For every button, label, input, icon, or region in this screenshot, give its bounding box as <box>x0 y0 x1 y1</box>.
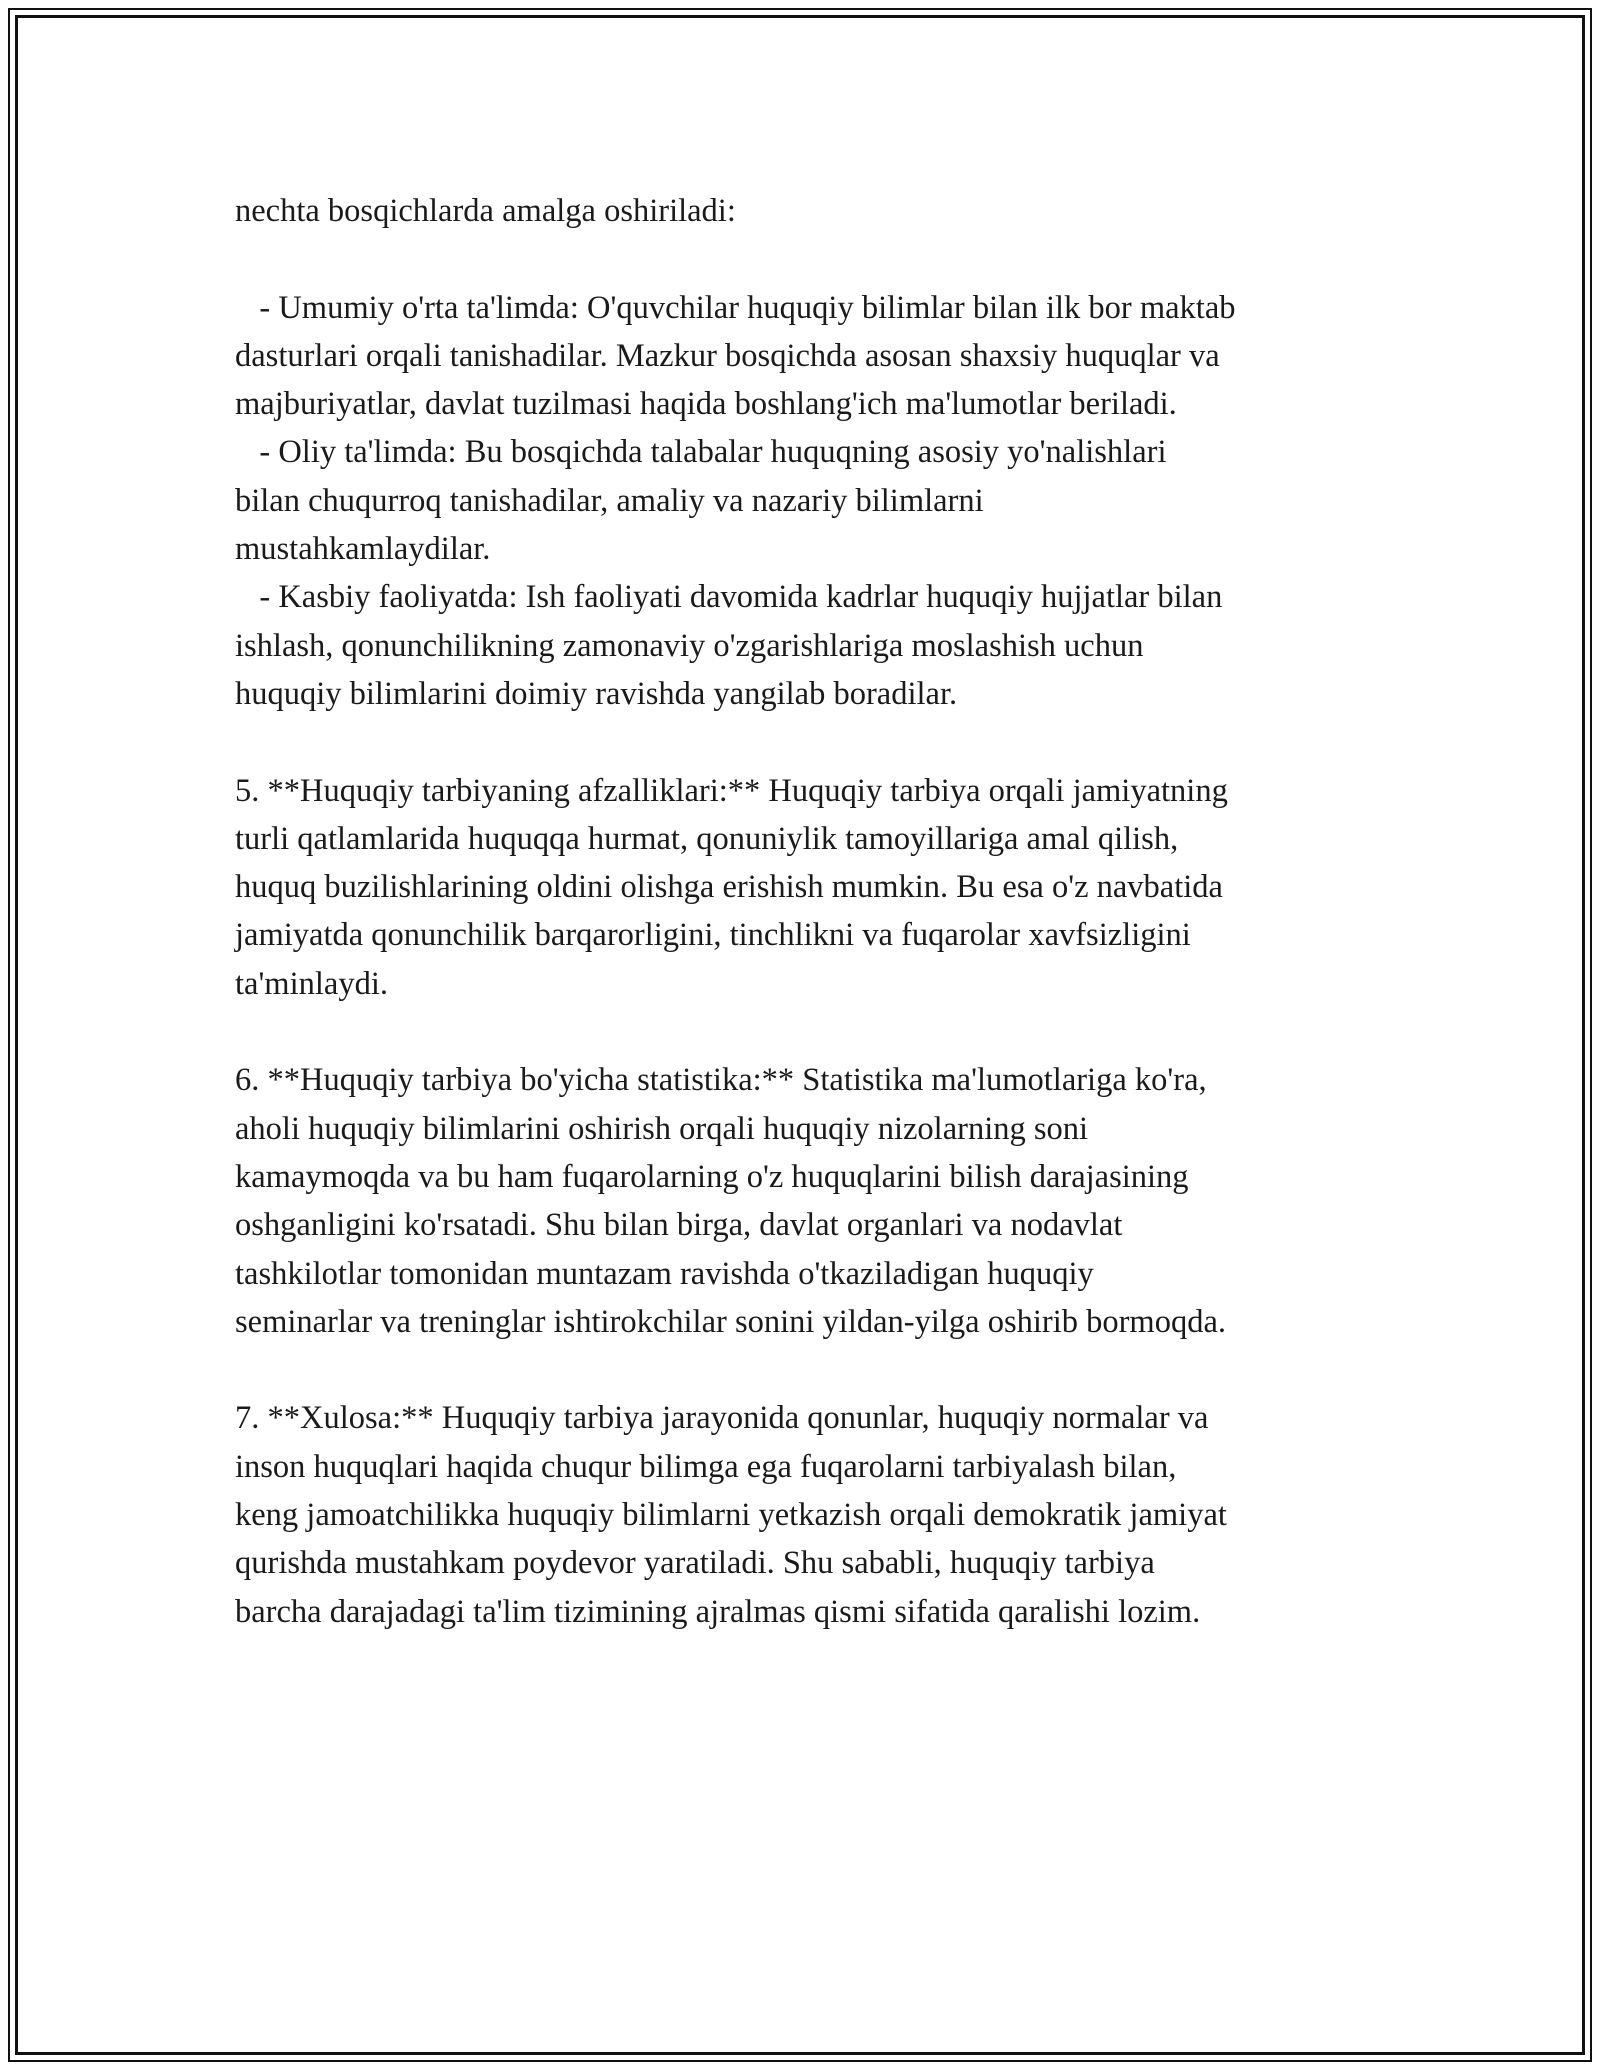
text-line: qurishda mustahkam poydevor yaratiladi. Shu sababli, huquqiy tarbiya <box>235 1545 1155 1582</box>
text-line: aholi huquqiy bilimlarini oshirish orqali huquqiy nizolarning soni <box>235 1110 1089 1147</box>
text-line: huquqiy bilimlarini doimiy ravishda yangilab boradilar. <box>235 675 958 712</box>
text-line: oshganligini ko'rsatadi. Shu bilan birga, davlat organlari va nodavlat <box>235 1207 1123 1244</box>
text-line: inson huquqlari haqida chuqur bilimga ega fuqarolarni tarbiyalash bilan, <box>235 1448 1177 1485</box>
text-line: mustahkamlaydilar. <box>235 531 491 568</box>
text-line: turli qatlamlarida huquqqa hurmat, qonuniylik tamoyillariga amal qilish, <box>235 820 1179 857</box>
text-line: 7. **Xulosa:** Huquqiy tarbiya jarayonida qonunlar, huquqiy normalar va <box>235 1400 1209 1437</box>
text-line: tashkilotlar tomonidan muntazam ravishda o'tkaziladigan huquqiy <box>235 1255 1094 1292</box>
text-line: keng jamoatchilikka huquqiy bilimlarni yetkazish orqali demokratik jamiyat <box>235 1497 1227 1534</box>
text-line: seminarlar va treninglar ishtirokchilar sonini yildan-yilga oshirib bormoqda. <box>235 1303 1227 1340</box>
text-line: dasturlari orqali tanishadilar. Mazkur bosqichda asosan shaxsiy huquqlar va <box>235 337 1220 374</box>
blank-line <box>235 235 1395 283</box>
text-line: barcha darajadagi ta'lim tizimining ajralmas qismi sifatida qaralishi lozim. <box>235 1593 1201 1630</box>
text-line: ta'minlaydi. <box>235 965 388 1002</box>
document-body <box>235 187 1395 1636</box>
text-line: jamiyatda qonunchilik barqarorligini, tinchlikni va fuqarolar xavfsizligini <box>235 917 1191 954</box>
blank-line <box>235 1346 1395 1394</box>
text-line: - Kasbiy faoliyatda: Ish faoliyati davomida kadrlar huquqiy hujjatlar bilan <box>235 579 1223 616</box>
blank-line <box>235 1008 1395 1056</box>
text-line: ishlash, qonunchilikning zamonaviy o'zgarishlariga moslashish uchun <box>235 627 1144 664</box>
text-line: majburiyatlar, davlat tuzilmasi haqida boshlang'ich ma'lumotlar beriladi. <box>235 386 1177 423</box>
text-line: kamaymoqda va bu ham fuqarolarning o'z huquqlarini bilish darajasining <box>235 1158 1189 1195</box>
text-line: - Oliy ta'limda: Bu bosqichda talabalar huquqning asosiy yo'nalishlari <box>235 434 1167 471</box>
text-line: bilan chuqurroq tanishadilar, amaliy va nazariy bilimlarni <box>235 482 984 519</box>
text-line: nechta bosqichlarda amalga oshiriladi: <box>235 193 736 229</box>
text-line: - Umumiy o'rta ta'limda: O'quvchilar huquqiy bilimlar bilan ilk bor maktab <box>235 289 1236 326</box>
text-line: huquq buzilishlarining oldini olishga erishish mumkin. Bu esa o'z navbatida <box>235 869 1223 906</box>
blank-line <box>235 718 1395 766</box>
text-line: 5. **Huquqiy tarbiyaning afzalliklari:** Huquqiy tarbiya orqali jamiyatning <box>235 772 1228 809</box>
text-line: 6. **Huquqiy tarbiya bo'yicha statistika:** Statistika ma'lumotlariga ko'ra, <box>235 1062 1207 1099</box>
